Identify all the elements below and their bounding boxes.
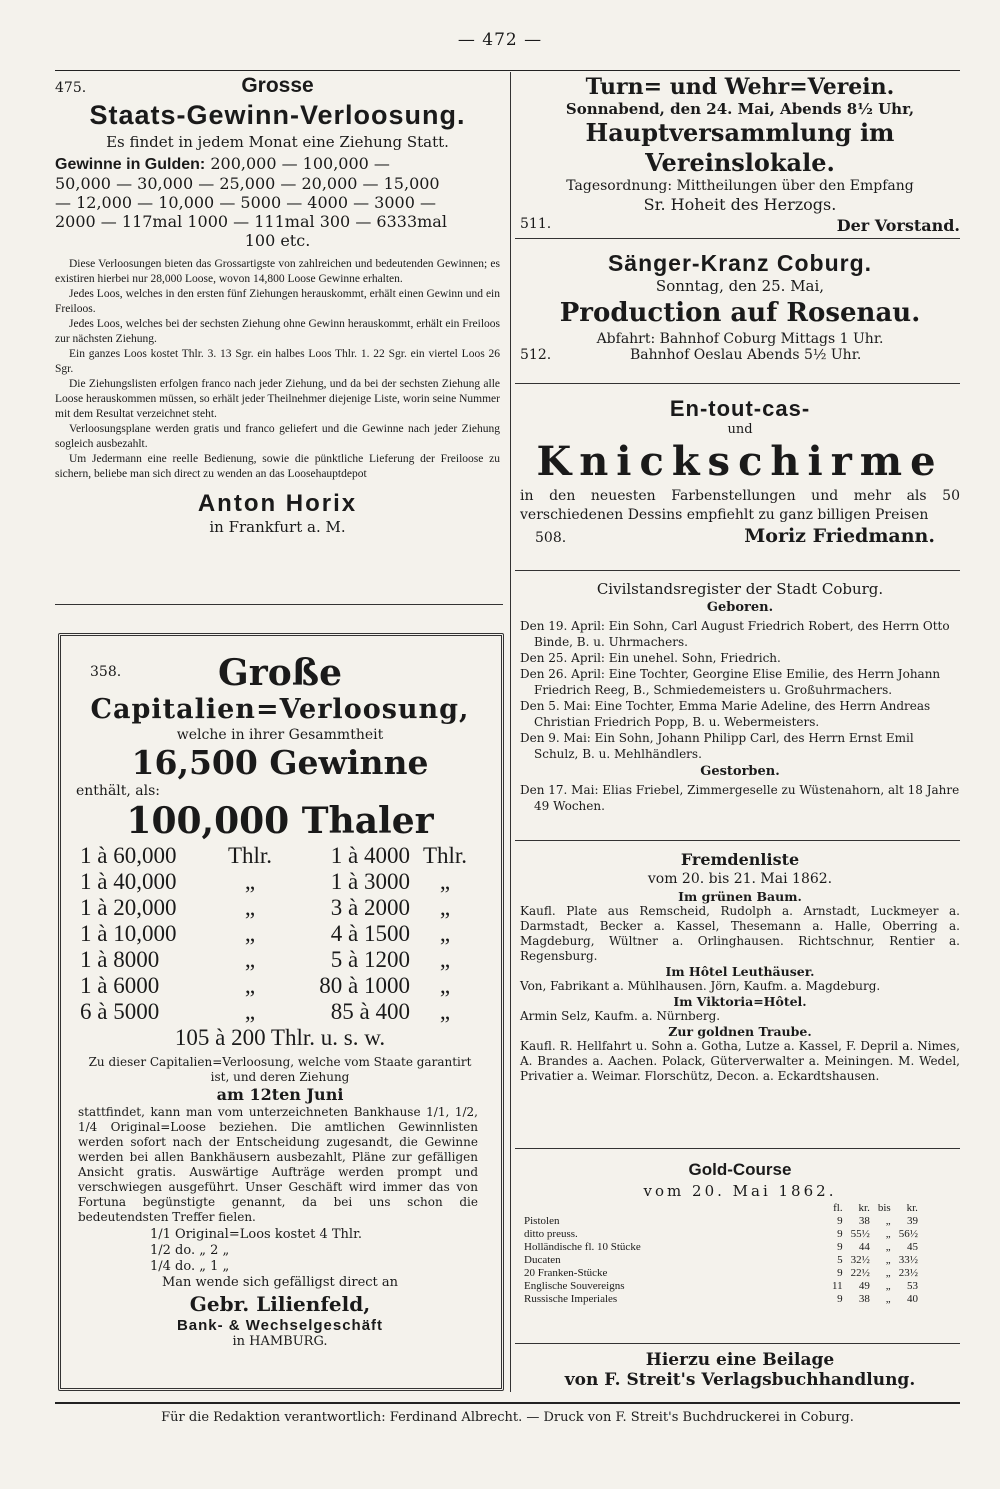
ad-text: Tagesordnung: Mittheilungen über den Empfang [566, 178, 914, 194]
ad-number: 358. [90, 664, 122, 680]
ad-text: Zu dieser Capitalien=Verloosung, welche vom Staate garantirt ist, und deren Ziehung [88, 1055, 472, 1084]
ad-number: 508. [535, 530, 567, 546]
table-cell: „ [885, 1215, 891, 1227]
section-divider [515, 1343, 960, 1344]
ad-text: stattfindet, kann man vom unterzeichneten Bankhause 1/1, 1/2, 1/4 Original=Loose beziehen. Die amtlichen Gewinnlisten werden sofort nach der Entscheidung zugesandt, die Gewinne werden bei allen Bankhäusern ausbezahlt, Pläne zur gefälligen Ansicht gratis. Auswärtige Aufträge werden prompt und verschwiegen ausgeführt. Unser Geschäft wird immer das von Fortuna begünstigte genannt, da bei uns schon die bedeutendsten Treffer fielen. [78, 1105, 478, 1224]
gold-table [520, 1202, 922, 1306]
table-cell: Holländische fl. 10 Stücke [524, 1241, 641, 1253]
ad-title: En-tout-cas- [669, 396, 811, 421]
advertiser-place: in Frankfurt a. M. [209, 518, 346, 536]
table-cell: 11 [832, 1280, 843, 1292]
table-cell: 55½ [850, 1228, 870, 1240]
section-text: Armin Selz, Kaufm. a. Nürnberg. [520, 1009, 721, 1023]
prize-cell: 5 à 1200 [330, 947, 410, 972]
prize-cell: 6 à 5000 [80, 999, 160, 1024]
prize-cell: 1 à 8000 [80, 947, 160, 972]
table-cell: 45 [906, 1241, 918, 1253]
section-date: vom 20. bis 21. Mai 1862. [647, 871, 833, 887]
table-cell: 9 [837, 1241, 843, 1253]
prizes-line: 50,000 — 30,000 — 25,000 — 20,000 — 15,000 [55, 174, 440, 193]
ad-head: Production auf Rosenau. [559, 298, 921, 328]
ad-line: Es findet in jedem Monat eine Ziehung Statt. [106, 133, 449, 151]
section-divider [515, 238, 960, 239]
ad-title-2: Staats-Gewinn-Verloosung. [89, 100, 466, 130]
prize-cell: 1 à 3000 [330, 869, 410, 894]
table-cell: 20 Franken-Stücke [524, 1267, 608, 1279]
ad-number: 512. [520, 347, 552, 363]
prize-cell: 3 à 2000 [330, 895, 410, 920]
paragraph: Die Ziehungslisten erfolgen franco nach jeder Ziehung, und da bei der sechsten Ziehung alle Loose herauskommen müssen, so erhält jeder Theilnehmer diejenige Liste, worin seine Nummer mit dem Resultat verzeichnet steht. [55, 378, 500, 420]
column-divider [510, 72, 511, 1392]
ad-number: 511. [520, 216, 552, 232]
table-cell: 9 [837, 1293, 843, 1305]
note-line: Hierzu eine Beilage [645, 1350, 835, 1370]
civil-register [520, 580, 960, 814]
table-row [520, 1228, 922, 1241]
paragraph: Ein ganzes Loos kostet Thlr. 3. 13 Sgr. ein halbes Loos Thlr. 1. 22 Sgr. ein viertel Loos 26 Sgr. [55, 348, 500, 375]
prizes-line: 200,000 — 100,000 — [210, 154, 390, 173]
table-row [520, 1254, 922, 1267]
prize-cell: 80 à 1000 [319, 973, 410, 998]
section-divider [515, 1148, 960, 1149]
section-subhead: Zur goldnen Traube. [668, 1024, 812, 1039]
section-divider [515, 383, 960, 384]
section-text: Kaufl. Plate aus Remscheid, Rudolph a. Arnstadt, Luckmeyer a. Darmstadt, Becker a. Kassel, Thesemann a. Halle, Oberring a. Magdeburg, Wültner a. Orlinghausen. Richtschnur, Rentier a. Regensburg. [520, 904, 960, 963]
list-item: Den 9. Mai: Ein Sohn, Johann Philipp Carl, des Herrn Ernst Emil Schulz, B. u. Mehlhändlers. [520, 731, 914, 761]
prize-cell: „ [439, 921, 451, 946]
gold-course [520, 1160, 960, 1306]
prize-row [80, 843, 490, 869]
table-cell: Pistolen [524, 1215, 560, 1227]
prize-cell: 1 à 60,000 [80, 843, 177, 868]
prize-cell: „ [244, 921, 256, 946]
prize-table [80, 843, 490, 1025]
section-subhead: Im grünen Baum. [678, 889, 802, 904]
section-text: Von, Fabrikant a. Mühlhausen. Jörn, Kaufm. a. Magdeburg. [520, 979, 881, 993]
ad-text: Bahnhof Oeslau Abends 5½ Uhr. [630, 347, 862, 363]
table-cell: 22½ [850, 1267, 870, 1279]
prize-row [80, 947, 490, 973]
table-cell: 53 [906, 1280, 918, 1292]
prize-cell: „ [244, 947, 256, 972]
top-rule [55, 70, 960, 71]
ad-sign: Der Vorstand. [836, 216, 960, 235]
table-cell: ditto preuss. [524, 1228, 578, 1240]
table-cell: 40 [906, 1293, 918, 1305]
prize-cell: 85 à 400 [330, 999, 410, 1024]
prize-cell: „ [244, 869, 256, 894]
table-row [520, 1215, 922, 1228]
prize-row [80, 869, 490, 895]
section-text: Kaufl. R. Hellfahrt u. Sohn a. Gotha, Lutze a. Kassel, F. Depril a. Nimes, A. Brandes a. Aachen. Polack, Güterverwalter a. Meiningen. M. Wedel, Privatier a. Weimar. Florschütz, Decon. a. Eckardtshausen. [520, 1039, 960, 1083]
prize-row [80, 973, 490, 999]
ad-title-1: Große [218, 652, 342, 694]
ad-title-1: Grosse [241, 74, 314, 97]
civil-entries [520, 618, 960, 762]
firm-name: Gebr. Lilienfeld, [189, 1292, 371, 1316]
footer-imprint: Für die Redaktion verantwortlich: Ferdinand Albrecht. — Druck von F. Streit's Buchdruckerei in Coburg. [161, 1410, 854, 1425]
ad-text: und [727, 422, 753, 437]
ad-date: Sonntag, den 25. Mai, [655, 277, 825, 295]
page-number: — 472 — [457, 30, 543, 50]
prize-row [80, 921, 490, 947]
table-row [520, 1293, 922, 1306]
ad-358 [70, 652, 490, 1349]
section-subhead: Im Hôtel Leuthäuser. [665, 964, 815, 979]
table-cell: 49 [858, 1280, 870, 1292]
prize-cell: „ [244, 973, 256, 998]
advertiser-name: Anton Horix [197, 490, 358, 517]
table-cell: 56½ [898, 1228, 918, 1240]
prize-cell: 1 à 10,000 [80, 921, 177, 946]
table-cell: „ [885, 1280, 891, 1292]
firm-place: in HAMBURG. [232, 1334, 328, 1349]
prizes-line: 2000 — 117mal 1000 — 111mal 300 — 6333mal [55, 212, 447, 231]
prize-cell: 1 à 20,000 [80, 895, 177, 920]
table-row [520, 1241, 922, 1254]
advertiser-name: Moriz Friedmann. [744, 525, 935, 547]
paragraph: Jedes Loos, welches bei der sechsten Ziehung ohne Gewinn herauskommt, erhält ein Freiloos zur nächsten Ziehung. [55, 318, 500, 345]
section-subhead: Gestorben. [700, 764, 780, 779]
ad-saenger [520, 250, 960, 363]
table-row [520, 1267, 922, 1280]
prize-cell: „ [244, 999, 256, 1024]
ad-turnverein [520, 74, 960, 235]
table-cell: Englische Souvereigns [524, 1280, 625, 1292]
table-cell: 9 [837, 1215, 843, 1227]
table-cell: 38 [858, 1215, 870, 1227]
table-cell: „ [885, 1228, 891, 1240]
table-cell: 23½ [898, 1267, 918, 1279]
table-row [520, 1280, 922, 1293]
table-cell: „ [885, 1254, 891, 1266]
table-cell: „ [885, 1241, 891, 1253]
ad-head: Hauptversammlung im Vereinslokale. [585, 118, 895, 177]
ad-title: Sänger-Kranz Coburg. [607, 250, 873, 276]
ad-text: Man wende sich gefälligst direct an [161, 1275, 399, 1290]
col-header: kr. [858, 1202, 870, 1214]
table-cell: 38 [858, 1293, 870, 1305]
table-cell: 39 [906, 1215, 918, 1227]
paragraph: Um Jedermann eine reelle Bedienung, sowie die pünktliche Lieferung der Freiloose zu sichern, beliebe man sich direct zu wenden an das Loosehauptdepot [55, 453, 500, 480]
bottom-rule [55, 1402, 960, 1404]
section-title: Gold-Course [688, 1160, 792, 1179]
section-subhead: Im Viktoria=Hôtel. [673, 994, 807, 1009]
prize-row [80, 999, 490, 1025]
table-cell: 32½ [850, 1254, 870, 1266]
ad-475 [55, 74, 500, 536]
ad-number: 475. [55, 80, 87, 96]
paragraph: Verloosungsplane werden gratis und franco geliefert und die Gewinne nach jeder Ziehung sogleich ausbezahlt. [55, 423, 500, 450]
list-item: Den 5. Mai: Eine Tochter, Emma Marie Adeline, des Herrn Andreas Christian Friedrich Popp, B. u. Webermeisters. [520, 699, 931, 729]
col-header: kr. [906, 1202, 918, 1214]
ad-date: am 12ten Juni [216, 1085, 344, 1104]
prize-cell: „ [439, 973, 451, 998]
table-cell: 9 [837, 1267, 843, 1279]
section-title: Fremdenliste [680, 850, 800, 869]
ad-schirme [520, 396, 960, 547]
prize-cell: „ [244, 895, 256, 920]
table-cell: 9 [837, 1228, 843, 1240]
paragraph: Jedes Loos, welches in den ersten fünf Ziehungen herauskommt, erhält einen Gewinn und ein Freiloos. [55, 288, 500, 315]
table-cell: Ducaten [524, 1254, 561, 1266]
prize-row [80, 895, 490, 921]
ad-top-prize: 100,000 Thaler [126, 800, 434, 842]
table-cell: 33½ [898, 1254, 918, 1266]
paragraph: Diese Verloosungen bieten das Grossartigste von zahlreichen und bedeutenden Gewinnen; es existiren hierbei nur 28,000 Loose, wovon 14,800 Loose Gewinne erhalten. [55, 258, 500, 285]
list-item: Den 25. April: Ein unehel. Sohn, Friedrich. [520, 651, 781, 665]
beilage-note [520, 1350, 960, 1390]
price-line: 1/1 Original=Loos kostet 4 Thlr. [150, 1227, 362, 1242]
prize-cell: Thlr. [422, 843, 468, 868]
ad-date: Sonnabend, den 24. Mai, Abends 8½ Uhr, [565, 100, 915, 118]
list-item: Den 17. Mai: Elias Friebel, Zimmergeselle zu Wüstenahorn, alt 18 Jahre 49 Wochen. [520, 783, 960, 813]
prize-cell: „ [439, 895, 451, 920]
prize-cell: 1 à 6000 [80, 973, 160, 998]
section-divider [55, 604, 503, 605]
ad-text: Abfahrt: Bahnhof Coburg Mittags 1 Uhr. [596, 331, 884, 347]
fremdenliste [520, 850, 960, 1084]
section-divider [515, 840, 960, 841]
price-line: 1/4 do. „ 1 „ [150, 1259, 230, 1274]
ad-text: Sr. Hoheit des Herzogs. [643, 195, 837, 214]
table-cell: „ [885, 1293, 891, 1305]
table-cell: Russische Imperiales [524, 1293, 618, 1305]
prize-cell: 1 à 40,000 [80, 869, 177, 894]
firm-line: Bank- & Wechselgeschäft [176, 1317, 384, 1334]
note-line: von F. Streit's Verlagsbuchhandlung. [564, 1370, 916, 1390]
ad-contains: enthält, als: [76, 783, 161, 799]
col-header: fl. [833, 1202, 843, 1214]
table-cell: 44 [858, 1241, 870, 1253]
prizes-head: Gewinne in Gulden: [55, 156, 206, 173]
prize-cell: Thlr. [227, 843, 273, 868]
list-item: Den 19. April: Ein Sohn, Carl August Friedrich Robert, des Herrn Otto Binde, B. u. Uhrmachers. [520, 619, 950, 649]
ad-text: in den neuesten Farbenstellungen und mehr als 50 verschiedenen Dessins empfiehlt zu ganz billigen Preisen [520, 488, 960, 523]
section-title: Civilstandsregister der Stadt Coburg. [596, 580, 884, 598]
ad-title: Turn= und Wehr=Verein. [585, 74, 895, 100]
section-date: vom 20. Mai 1862. [643, 1182, 837, 1200]
ad-sub: welche in ihrer Gesammtheit [176, 727, 384, 743]
prizes-line: — 12,000 — 10,000 — 5000 — 4000 — 3000 — [55, 193, 436, 212]
prize-last: 105 à 200 Thlr. u. s. w. [174, 1025, 386, 1050]
ad-big: 16,500 Gewinne [131, 743, 429, 782]
section-subhead: Geboren. [706, 600, 774, 615]
prize-cell: 1 à 4000 [330, 843, 410, 868]
prize-cell: „ [439, 869, 451, 894]
col-header: bis [877, 1202, 891, 1214]
prize-cell: 4 à 1500 [330, 921, 410, 946]
list-item: Den 26. April: Eine Tochter, Georgine Elise Emilie, des Herrn Johann Friedrich Reeg, B., Schmiedemeisters u. Großuhrmachers. [520, 667, 941, 697]
prize-cell: „ [439, 999, 451, 1024]
price-line: 1/2 do. „ 2 „ [150, 1243, 230, 1258]
ad-head: Knickschirme [536, 438, 944, 485]
prize-cell: „ [439, 947, 451, 972]
ad-title-2: Capitalien=Verloosung, [90, 694, 470, 725]
prizes-line: 100 etc. [244, 231, 311, 250]
table-cell: „ [885, 1267, 891, 1279]
section-divider [515, 570, 960, 571]
table-cell: 5 [837, 1254, 843, 1266]
